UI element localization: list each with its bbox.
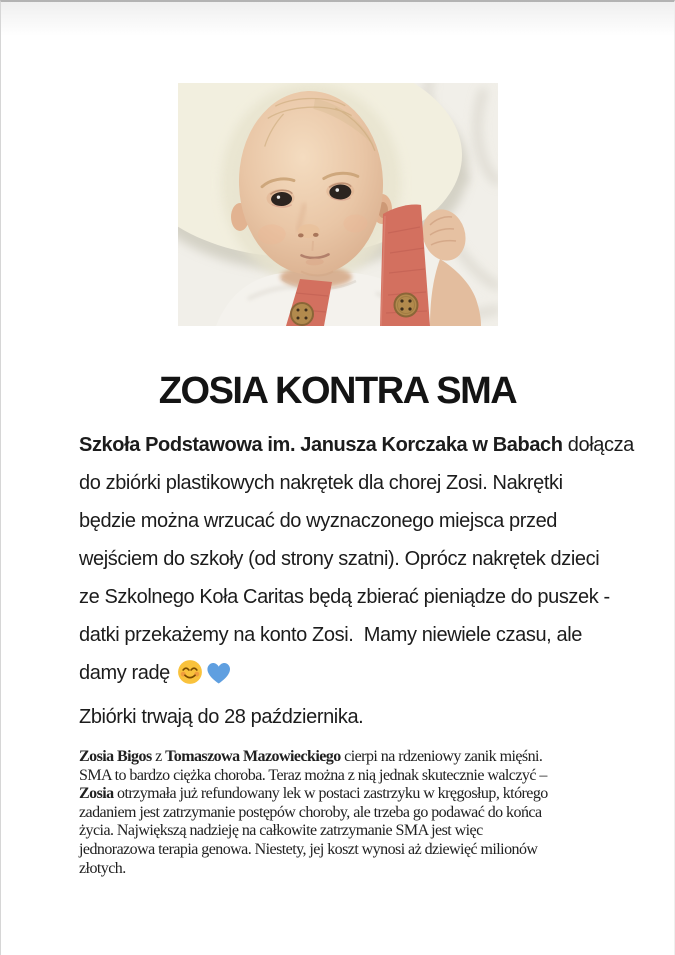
text-line: będzie można wrzucać do wyznaczonego miejsca przed [79, 510, 558, 532]
blue-heart-emoji [204, 659, 233, 686]
main-paragraph [79, 426, 654, 692]
text-line: złotych. [79, 859, 126, 877]
info-paragraph [79, 748, 604, 878]
text-line: SMA to bardzo ciężka choroba. Teraz można z nią jednak skutecznie walczyć – [79, 766, 547, 784]
text-line: jednorazowa terapia genowa. Niestety, jej koszt wynosi aż dziewięć milionów [79, 840, 538, 858]
text-line: zadaniem jest zatrzymanie postępów choroby, ale trzeba go podawać do końca [79, 803, 542, 821]
deadline-line: Zbiórki trwają do 28 października. [79, 706, 364, 728]
text-line: życia. Największą nadzieję na całkowite zatrzymanie SMA jest więc [79, 822, 483, 840]
smiling-face-emoji [177, 659, 203, 685]
page-title: ZOSIA KONTRA SMA [158, 370, 517, 412]
text-line: datki przekażemy na konto Zosi. Mamy niewiele czasu, ale [79, 624, 582, 646]
text-line: ze Szkolnego Koła Caritas będą zbierać pieniądze do puszek - [79, 586, 610, 608]
text-line: Zosia otrzymała już refundowany lek w postaci zastrzyku w kręgosłup, którego [79, 785, 548, 803]
text-line: Szkoła Podstawowa im. Janusza Korczaka w Babach dołącza [79, 434, 634, 456]
text-line: do zbiórki plastikowych nakrętek dla chorej Zosi. Nakrętki [79, 472, 563, 494]
text-line: damy radę [79, 654, 654, 692]
baby-photo [178, 83, 498, 326]
text-line: Zosia Bigos z Tomaszowa Mazowieckiego cierpi na rdzeniowy zanik mięśni. [79, 748, 543, 765]
baby-photo-illustration [178, 83, 498, 326]
text-line: wejściem do szkoły (od strony szatni). Oprócz nakrętek dzieci [79, 548, 600, 570]
